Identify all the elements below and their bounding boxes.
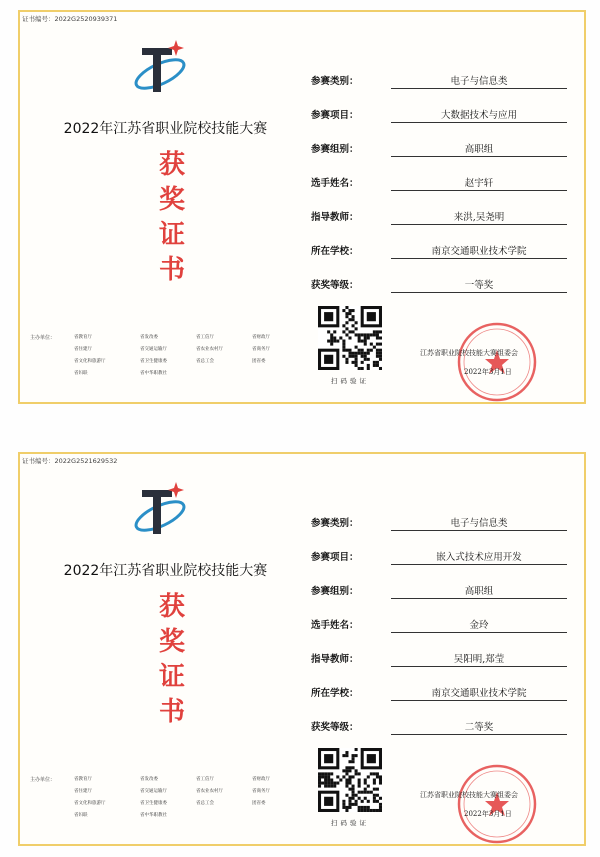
organizer-item: 省妇联 bbox=[74, 371, 88, 376]
award-title-char: 证 bbox=[158, 662, 185, 692]
field-value: 金玲 bbox=[469, 620, 489, 631]
field-underline bbox=[391, 88, 567, 89]
organizer-item: 省中华职教社 bbox=[140, 813, 167, 818]
field-value: 嵌入式技术应用开发 bbox=[436, 552, 522, 563]
organizer-item: 省文化和旅游厅 bbox=[74, 359, 106, 364]
field-underline bbox=[391, 632, 567, 633]
organizers-list bbox=[30, 776, 290, 836]
organizer-item: 省财政厅 bbox=[252, 777, 270, 782]
field-underline bbox=[391, 734, 567, 735]
award-title-char: 书 bbox=[158, 697, 185, 727]
field-label: 获奖等级： bbox=[311, 280, 359, 291]
organizer-item: 省文化和旅游厅 bbox=[74, 801, 106, 806]
field-underline bbox=[391, 258, 567, 259]
issuer-name: 江苏省职业院校技能大赛组委会 bbox=[420, 791, 518, 799]
organizer-item: 省总工会 bbox=[196, 801, 214, 806]
organizer-item: 团省委 bbox=[252, 359, 266, 364]
issue-date: 2022年3月1日 bbox=[464, 368, 512, 376]
field-label: 所在学校： bbox=[311, 688, 359, 699]
certificate-number: 证书编号：2022G2521629532 bbox=[22, 457, 118, 465]
award-title-char: 书 bbox=[158, 255, 185, 285]
competition-title: 2022年江苏省职业院校技能大赛 bbox=[63, 121, 268, 137]
organizer-item: 省农业农村厅 bbox=[196, 789, 223, 794]
field-underline bbox=[391, 530, 567, 531]
issue-date: 2022年3月1日 bbox=[464, 810, 512, 818]
organizer-item: 省交通运输厅 bbox=[140, 347, 167, 352]
official-seal-icon bbox=[455, 320, 539, 404]
field-value: 一等奖 bbox=[464, 280, 494, 291]
field-underline bbox=[391, 666, 567, 667]
competition-logo-icon bbox=[128, 38, 192, 98]
verification-qr-code[interactable] bbox=[318, 748, 382, 812]
organizer-item: 省交通运输厅 bbox=[140, 789, 167, 794]
organizers-list bbox=[30, 334, 290, 394]
field-row bbox=[305, 204, 573, 226]
field-value: 来洪,吴尧明 bbox=[453, 212, 505, 223]
official-seal-icon bbox=[455, 762, 539, 846]
field-label: 参赛组别： bbox=[311, 586, 359, 597]
field-row bbox=[305, 612, 573, 634]
competition-logo-icon bbox=[128, 480, 192, 540]
field-value: 南京交通职业技术学院 bbox=[431, 246, 527, 257]
field-row bbox=[305, 714, 573, 736]
field-row bbox=[305, 680, 573, 702]
organizer-item: 省中华职教社 bbox=[140, 371, 167, 376]
organizer-item: 省财政厅 bbox=[252, 335, 270, 340]
organizer-item: 省住建厅 bbox=[74, 347, 92, 352]
field-label: 参赛组别： bbox=[311, 144, 359, 155]
organizer-item: 省发改委 bbox=[140, 777, 158, 782]
certificate-number: 证书编号：2022G2520939371 bbox=[22, 15, 118, 23]
organizer-item: 省卫生健康委 bbox=[140, 801, 167, 806]
award-title bbox=[150, 148, 194, 288]
organizers-label: 主办单位： bbox=[30, 777, 56, 783]
organizer-item: 省教育厅 bbox=[74, 335, 92, 340]
qr-label: 扫码验证 bbox=[331, 819, 369, 827]
field-label: 指导教师： bbox=[311, 212, 359, 223]
field-value: 赵宇轩 bbox=[464, 178, 494, 189]
field-value: 二等奖 bbox=[464, 722, 494, 733]
field-row bbox=[305, 544, 573, 566]
field-row bbox=[305, 170, 573, 192]
organizer-item: 省工信厅 bbox=[196, 777, 214, 782]
field-label: 指导教师： bbox=[311, 654, 359, 665]
field-row bbox=[305, 238, 573, 260]
issuer-name: 江苏省职业院校技能大赛组委会 bbox=[420, 349, 518, 357]
award-title bbox=[150, 590, 194, 730]
organizer-item: 省卫生健康委 bbox=[140, 359, 167, 364]
field-row bbox=[305, 272, 573, 294]
organizer-item: 省商务厅 bbox=[252, 789, 270, 794]
award-title-char: 获 bbox=[158, 592, 185, 622]
organizer-item: 省住建厅 bbox=[74, 789, 92, 794]
award-title-char: 证 bbox=[158, 220, 185, 250]
field-underline bbox=[391, 122, 567, 123]
field-value: 高职组 bbox=[464, 144, 494, 155]
field-underline bbox=[391, 598, 567, 599]
organizer-item: 省商务厅 bbox=[252, 347, 270, 352]
award-title-char: 获 bbox=[158, 150, 185, 180]
field-underline bbox=[391, 564, 567, 565]
field-label: 参赛类别： bbox=[311, 518, 359, 529]
field-row bbox=[305, 510, 573, 532]
field-label: 获奖等级： bbox=[311, 722, 359, 733]
field-row bbox=[305, 578, 573, 600]
competition-title: 2022年江苏省职业院校技能大赛 bbox=[63, 563, 268, 579]
field-label: 参赛项目： bbox=[311, 552, 359, 563]
organizer-item: 省总工会 bbox=[196, 359, 214, 364]
field-row bbox=[305, 68, 573, 90]
field-row bbox=[305, 646, 573, 668]
field-label: 参赛类别： bbox=[311, 76, 359, 87]
organizer-item: 省教育厅 bbox=[74, 777, 92, 782]
organizer-item: 省工信厅 bbox=[196, 335, 214, 340]
field-label: 所在学校： bbox=[311, 246, 359, 257]
field-underline bbox=[391, 156, 567, 157]
qr-label: 扫码验证 bbox=[331, 377, 369, 385]
field-label: 参赛项目： bbox=[311, 110, 359, 121]
award-title-char: 奖 bbox=[158, 627, 185, 657]
organizer-item: 团省委 bbox=[252, 801, 266, 806]
field-value: 高职组 bbox=[464, 586, 494, 597]
field-underline bbox=[391, 700, 567, 701]
certificate-2 bbox=[18, 452, 586, 846]
field-row bbox=[305, 102, 573, 124]
field-row bbox=[305, 136, 573, 158]
organizer-item: 省妇联 bbox=[74, 813, 88, 818]
field-label: 选手姓名： bbox=[311, 178, 359, 189]
field-value: 大数据技术与应用 bbox=[440, 110, 517, 121]
field-value: 南京交通职业技术学院 bbox=[431, 688, 527, 699]
field-value: 吴阳明,郑莹 bbox=[453, 654, 505, 665]
certificate-1 bbox=[18, 10, 586, 404]
organizer-item: 省发改委 bbox=[140, 335, 158, 340]
field-underline bbox=[391, 224, 567, 225]
field-value: 电子与信息类 bbox=[450, 76, 508, 87]
organizer-item: 省农业农村厅 bbox=[196, 347, 223, 352]
award-title-char: 奖 bbox=[158, 185, 185, 215]
field-label: 选手姓名： bbox=[311, 620, 359, 631]
organizers-label: 主办单位： bbox=[30, 335, 56, 341]
field-underline bbox=[391, 190, 567, 191]
verification-qr-code[interactable] bbox=[318, 306, 382, 370]
field-value: 电子与信息类 bbox=[450, 518, 508, 529]
field-underline bbox=[391, 292, 567, 293]
